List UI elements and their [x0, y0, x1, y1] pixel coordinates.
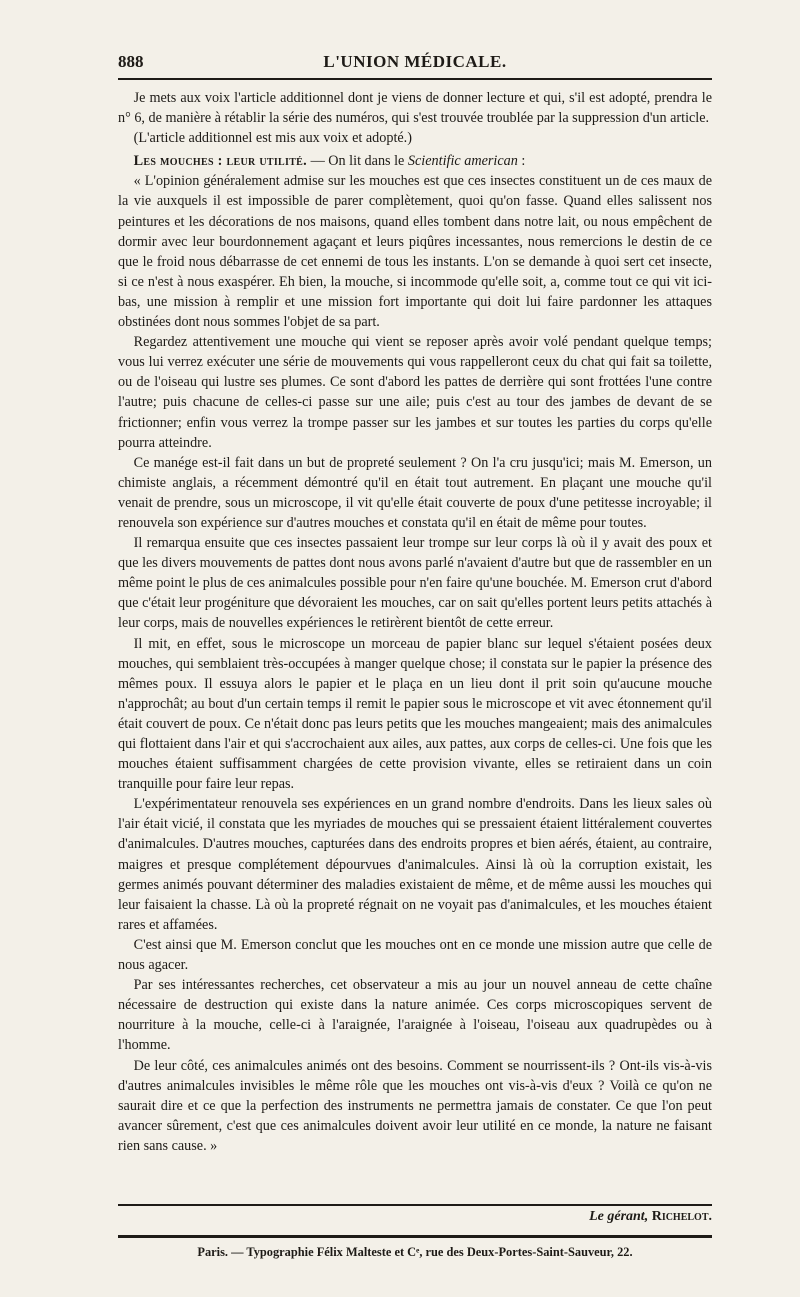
running-title: L'UNION MÉDICALE.	[323, 52, 507, 71]
gerant-name: Richelot.	[648, 1209, 712, 1224]
paragraph: Je mets aux voix l'article additionnel dont je viens de donner lecture et qui, s'il est adopté, prendra le n° 6, de manière à rétablir la série des numéros, qui s'est trouvée troublée par la suppression d'un article.	[118, 90, 712, 127]
paragraph: Il remarqua ensuite que ces insectes passaient leur trompe sur leur corps là où il y avait des poux et que les divers mouvements de pattes dont nous avons parlé n'avaient d'autre but que de rassembler en un même point le plus de ces animalcules possible pour n'en faire qu'une bouchée. M. Emerson crut d'abord que c'était leur progéniture que dévoraient les mouches, car on sait qu'elles portent leurs petits attachés à leur corps, mais de nouvelles expériences le retirèrent bientôt de cette erreur.	[118, 535, 712, 632]
paragraph: Regardez attentivement une mouche qui vient se reposer après avoir volé pendant quelque temps; vous lui verrez exécuter une série de mouvements qui vous rappelleront ceux du chat qui fait sa toilette, ou de l'oiseau qui lustre ses plumes. Ce sont d'abord les pattes de derrière qui sont frottées l'une contre l'autre; puis chacune de celles-ci passe sur une aile; puis c'est au tour des jambes de devant de se frictionner; enfin vous verrez la trompe passer sur les jambes et sur toutes les parties du corps qu'elle pourra atteindre.	[118, 334, 712, 451]
imprint-rule	[118, 1235, 712, 1238]
section-colon: :	[517, 153, 526, 170]
paragraph: « L'opinion généralement admise sur les mouches est que ces insectes constituent un de ces maux de la vie auxquels il est impossible de parer complètement, quoi qu'on fasse. Quand elles salissent nos peintures et les décorations de nos maisons, quand elles tombent dans notre lait, ou nous empêchent de dormir avec leur bourdonnement agaçant et leurs piqûres incessantes, nous remercions le destin de ce que le froid nous débarrasse de cet ennemi de tous les instants. L'on se demande à quoi sert cet insecte, si ce n'est à nous exaspérer. Eh bien, la mouche, si incommode qu'elle soit, a, comme tout ce qui vit ici-bas, une mission à remplir et une mission fort importante qui doit lui faire pardonner les attaques obstinées dont nous sommes l'objet de sa part.	[118, 173, 712, 331]
paragraph: (L'article additionnel est mis aux voix et adopté.)	[133, 130, 412, 147]
signature-line	[118, 1209, 712, 1225]
paragraph: L'expérimentateur renouvela ses expériences en un grand nombre d'endroits. Dans les lieux sales où l'air était vicié, il constata que les myriades de mouches qui se pressaient étaient littéralement couvertes d'animalcules. D'autres mouches, capturées dans des endroits propres et bien aérés, étaient, au contraire, maigres et presque complétement dépourvues d'animalcules. Ainsi là où la corruption existait, les germes animés pouvant déterminer des maladies existaient de même, et de même aussi les mouches qui leur faisaient la chasse. Là où la propreté régnait on ne voyait pas d'animalcules, et les mouches étaient rares et affamées.	[118, 796, 712, 933]
section-heading: Les mouches : leur utilité.	[133, 153, 308, 170]
footer-rule	[118, 1204, 712, 1206]
section-dash: — On lit dans le	[307, 153, 408, 170]
paragraph: De leur côté, ces animalcules animés ont des besoins. Comment se nourrissent-ils ? Ont-ils vis-à-vis d'autres animalcules invisibles le même rôle que les mouches ont vis-à-vis d'eux ? Voilà ce qu'on ne saurait dire et ce que la perfection des instruments ne permettra jamais de constater. Ce que l'on peut avancer sûrement, c'est que ces animalcules doivent avoir leur utilité en ce monde, la nature ne faisant rien sans cause. »	[118, 1057, 712, 1154]
page-number: 888	[118, 52, 144, 71]
source-title: Scientific american	[407, 153, 518, 170]
paragraph: Ce manége est-il fait dans un but de propreté seulement ? On l'a cru jusqu'ici; mais M. Emerson, un chimiste anglais, a récemment démontré qu'il en était tout autrement. En plaçant une mouche qu'il venait de prendre, sous un microscope, il vit qu'elle était couverte de poux d'une petitesse incroyable; il renouvela son expérience sur d'autres mouches et constata qu'il en était de même pour toutes.	[118, 454, 712, 531]
article-body	[118, 88, 712, 1156]
paragraph: Par ses intéressantes recherches, cet observateur a mis au jour un nouvel anneau de cette chaîne nécessaire de destruction qui existe dans la nature animée. Ces corps microscopiques servent de nourriture à la mouche, celle-ci à l'araignée, l'araignée à l'oiseau, l'oiseau aux quadrupèdes ou à l'homme.	[118, 977, 712, 1054]
printer-imprint: Paris. — Typographie Félix Malteste et Cᵉ, rue des Deux-Portes-Saint-Sauveur, 22.	[197, 1245, 633, 1259]
gerant-label: Le gérant,	[589, 1209, 649, 1224]
paragraph: C'est ainsi que M. Emerson conclut que les mouches ont en ce monde une mission autre que celle de nous agacer.	[118, 936, 712, 974]
page-header	[118, 52, 712, 74]
paragraph: Il mit, en effet, sous le microscope un morceau de papier blanc sur lequel s'étaient posées deux mouches, qui semblaient très-occupées à manger quelque chose; il constata sur le papier la présence des mêmes poux. Il essuya alors le papier et le plaça en un lieu dont il prit soin qu'aucune mouche n'approchât; au bout d'un certain temps il remit le papier sous le microscope et vit avec étonnement qu'il était couvert de poux. Ce n'était donc pas leurs petits que les mouches mangeaient; mais des animalcules qui flottaient dans l'air et qui s'accrochaient aux ailes, aux pattes, aux corps de celles-ci. Une fois que les mouches étaient suffisamment chargées de cette provision vivante, elles se retiraient dans un coin tranquille pour faire leur repas.	[118, 635, 712, 793]
section-intro	[118, 151, 712, 171]
header-rule	[118, 78, 712, 80]
